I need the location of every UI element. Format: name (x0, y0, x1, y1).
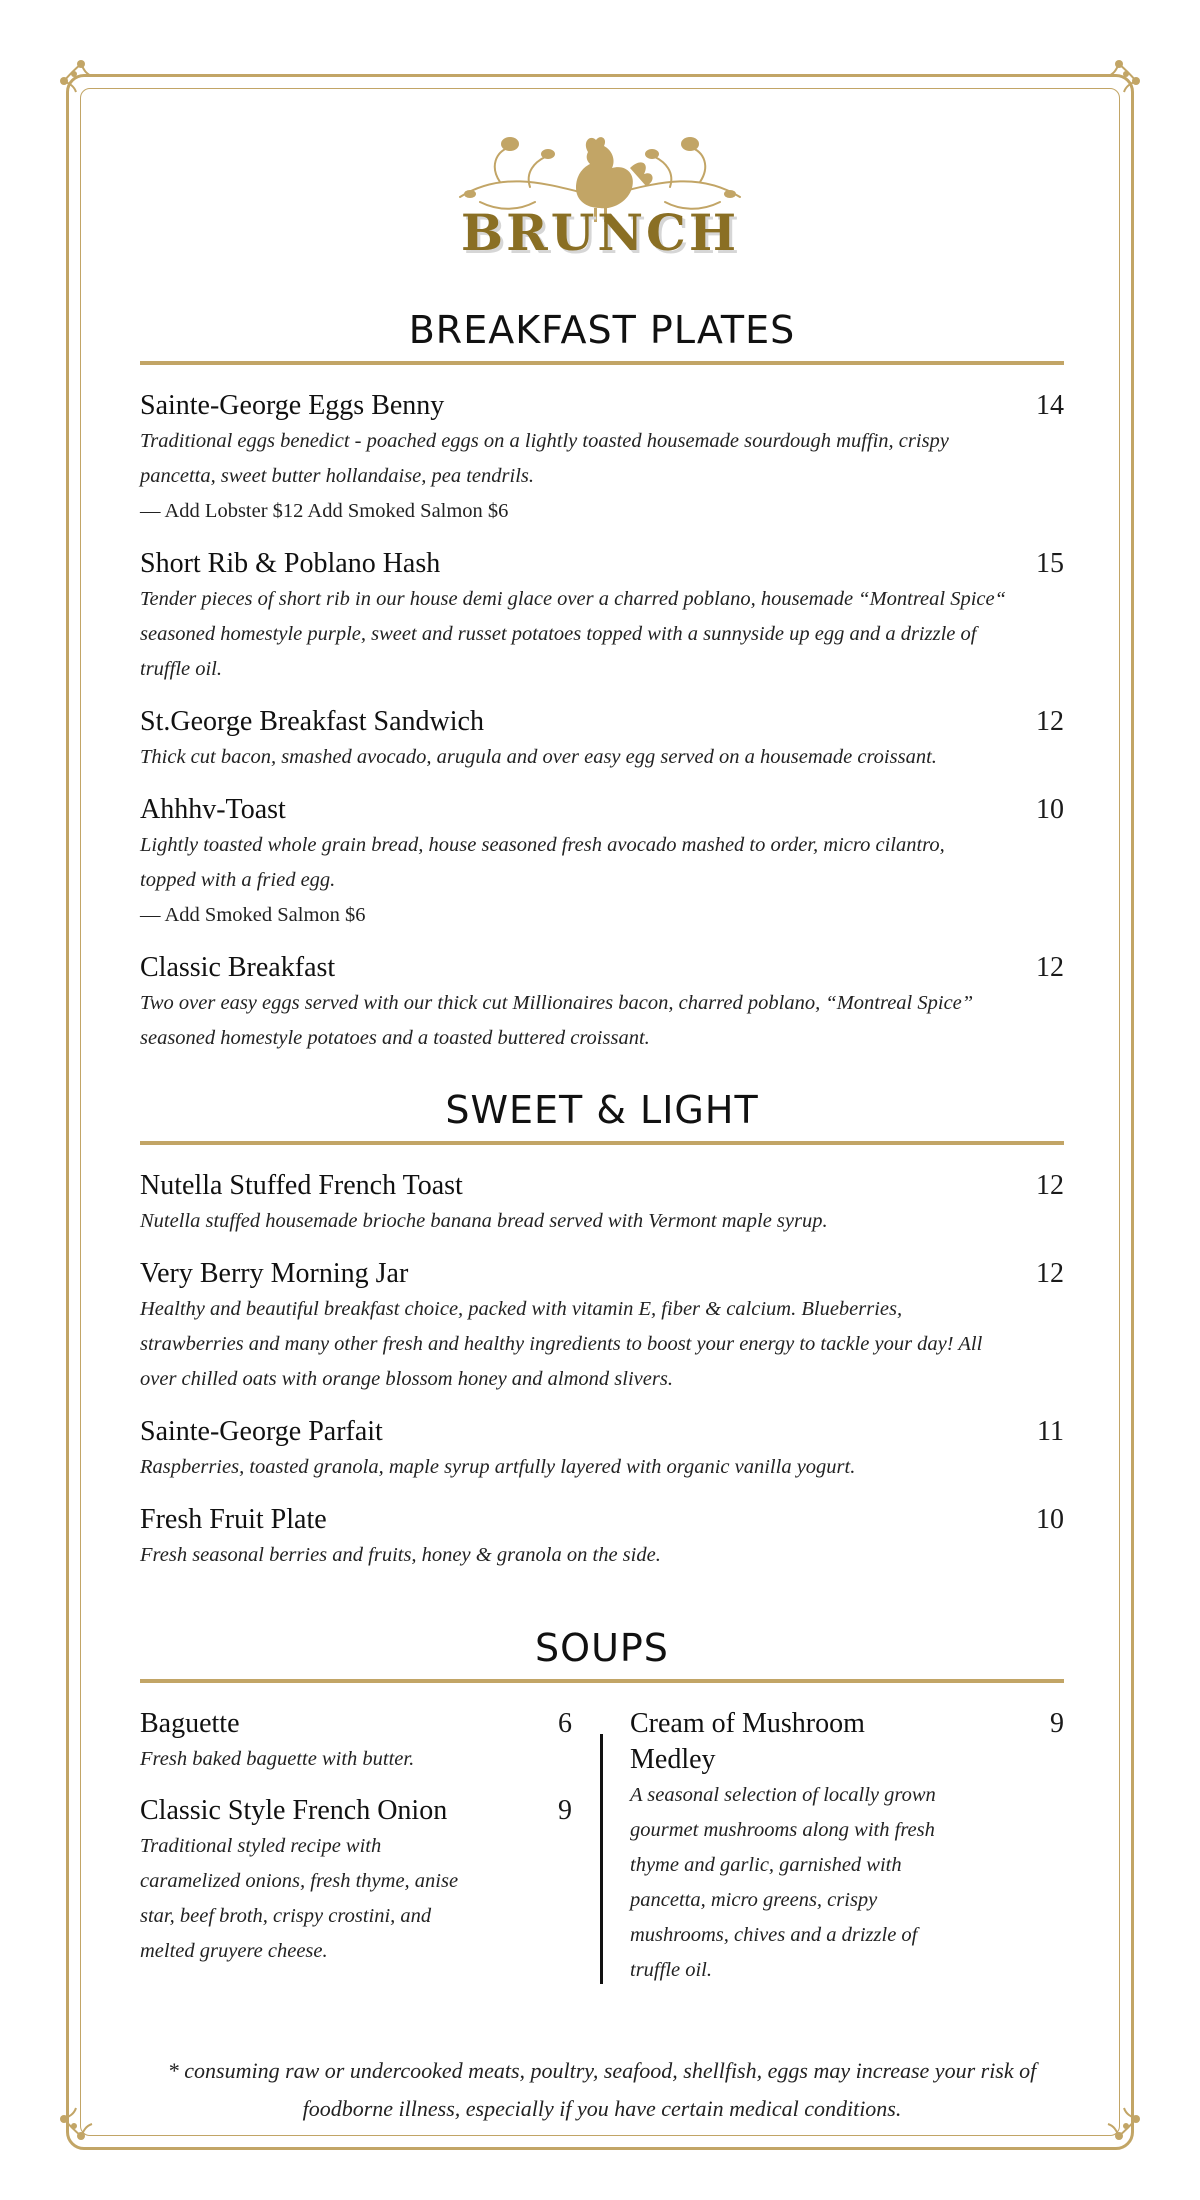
item-price: 10 (1036, 794, 1064, 825)
item-name: Baguette (140, 1708, 240, 1739)
item-name: Cream of Mushroom Medley (630, 1708, 865, 1775)
corner-flourish-icon (56, 56, 106, 106)
item-description: Lightly toasted whole grain bread, house seasoned fresh avocado mashed to order, micro cilantro, topped with a fried egg. (140, 834, 945, 891)
item-name: Sainte-George Eggs Benny (140, 390, 445, 421)
item-price: 9 (1050, 1708, 1064, 1739)
menu-item (140, 1793, 572, 1969)
item-description: Fresh seasonal berries and fruits, honey & granola on the side. (140, 1544, 661, 1566)
item-price: 10 (1036, 1504, 1064, 1535)
corner-flourish-icon (56, 2094, 106, 2144)
item-addon: — Add Smoked Salmon $6 (140, 904, 366, 926)
item-price: 12 (1036, 706, 1064, 737)
menu-item (140, 1502, 1064, 1573)
menu-item (140, 1256, 1064, 1397)
item-name: Classic Breakfast (140, 952, 336, 983)
section-divider (140, 361, 1064, 365)
item-name: St.George Breakfast Sandwich (140, 706, 484, 737)
item-description: Two over easy eggs served with our thick cut Millionaires bacon, charred poblano, “Montreal Spice” seasoned homestyle potatoes and a toasted buttered croissant. (140, 992, 974, 1049)
menu-item (140, 704, 1064, 775)
menu-item (140, 1414, 1064, 1485)
item-price: 12 (1036, 952, 1064, 983)
column-divider (600, 1734, 603, 1984)
menu-item (140, 792, 1064, 933)
item-price: 12 (1036, 1258, 1064, 1289)
soups-left-column (140, 1706, 572, 1985)
soups-right-column (630, 1706, 1064, 2004)
item-name: Ahhhv-Toast (140, 794, 286, 825)
item-price: 12 (1036, 1170, 1064, 1201)
corner-flourish-icon (1094, 56, 1144, 106)
item-name: Sainte-George Parfait (140, 1416, 383, 1447)
menu-item (140, 1706, 572, 1777)
menu-item (140, 950, 1064, 1056)
item-description: Nutella stuffed housemade brioche banana bread served with Vermont maple syrup. (140, 1210, 828, 1232)
item-description: Raspberries, toasted granola, maple syrup artfully layered with organic vanilla yogurt. (140, 1456, 856, 1478)
section-title-breakfast: BREAKFAST PLATES (408, 308, 796, 352)
item-name: Very Berry Morning Jar (140, 1258, 409, 1289)
item-price: 9 (558, 1795, 572, 1826)
item-description: Thick cut bacon, smashed avocado, arugula and over easy egg served on a housemade croissant. (140, 746, 937, 768)
section-title-sweet-light: SWEET & LIGHT (445, 1088, 759, 1132)
item-name: Nutella Stuffed French Toast (140, 1170, 463, 1201)
allergy-footnote: * consuming raw or undercooked meats, poultry, seafood, shellfish, eggs may increase your risk of foodborne illness, especially if you have certain medical conditions. (167, 2058, 1037, 2121)
section-divider (140, 1141, 1064, 1145)
item-description: A seasonal selection of locally grown gourmet mushrooms along with fresh thyme and garlic, garnished with pancetta, micro greens, crispy mushrooms, chives and a drizzle of truffle oil. (630, 1784, 936, 1981)
item-description: Traditional styled recipe with caramelized onions, fresh thyme, anise star, beef broth, crispy crostini, and melted gruyere cheese. (140, 1835, 459, 1962)
item-name: Fresh Fruit Plate (140, 1504, 327, 1535)
item-price: 11 (1037, 1416, 1064, 1447)
corner-flourish-icon (1094, 2094, 1144, 2144)
section-title-soups: SOUPS (535, 1626, 669, 1670)
item-name: Short Rib & Poblano Hash (140, 548, 441, 579)
brand-title: BRUNCH (460, 203, 740, 262)
menu-item (630, 1706, 1064, 1988)
item-price: 6 (558, 1708, 572, 1739)
item-description: Fresh baked baguette with butter. (140, 1748, 415, 1770)
menu-item (140, 388, 1064, 529)
item-price: 15 (1036, 548, 1064, 579)
item-description: Traditional eggs benedict - poached eggs on a lightly toasted housemade sourdough muffin, crispy pancetta, sweet butter hollandaise, pea tendrils. (140, 430, 949, 487)
item-price: 14 (1036, 390, 1064, 421)
menu-item (140, 546, 1064, 687)
menu-item (140, 1168, 1064, 1239)
item-name: Classic Style French Onion (140, 1795, 448, 1826)
item-description: Tender pieces of short rib in our house demi glace over a charred poblano, housemade “Montreal Spice“ seasoned homestyle purple, sweet and russet potatoes topped with a sunnyside up egg and a drizzle of truffle oil. (140, 588, 1007, 680)
section-divider (140, 1679, 1064, 1683)
item-description: Healthy and beautiful breakfast choice, packed with vitamin E, fiber & calcium. Blueberries, strawberries and many other fresh and healthy ingredients to boost your energy to tackle your day! All over chilled oats with orange blossom honey and almond slivers. (140, 1298, 983, 1390)
item-addon: — Add Lobster $12 Add Smoked Salmon $6 (140, 500, 509, 522)
